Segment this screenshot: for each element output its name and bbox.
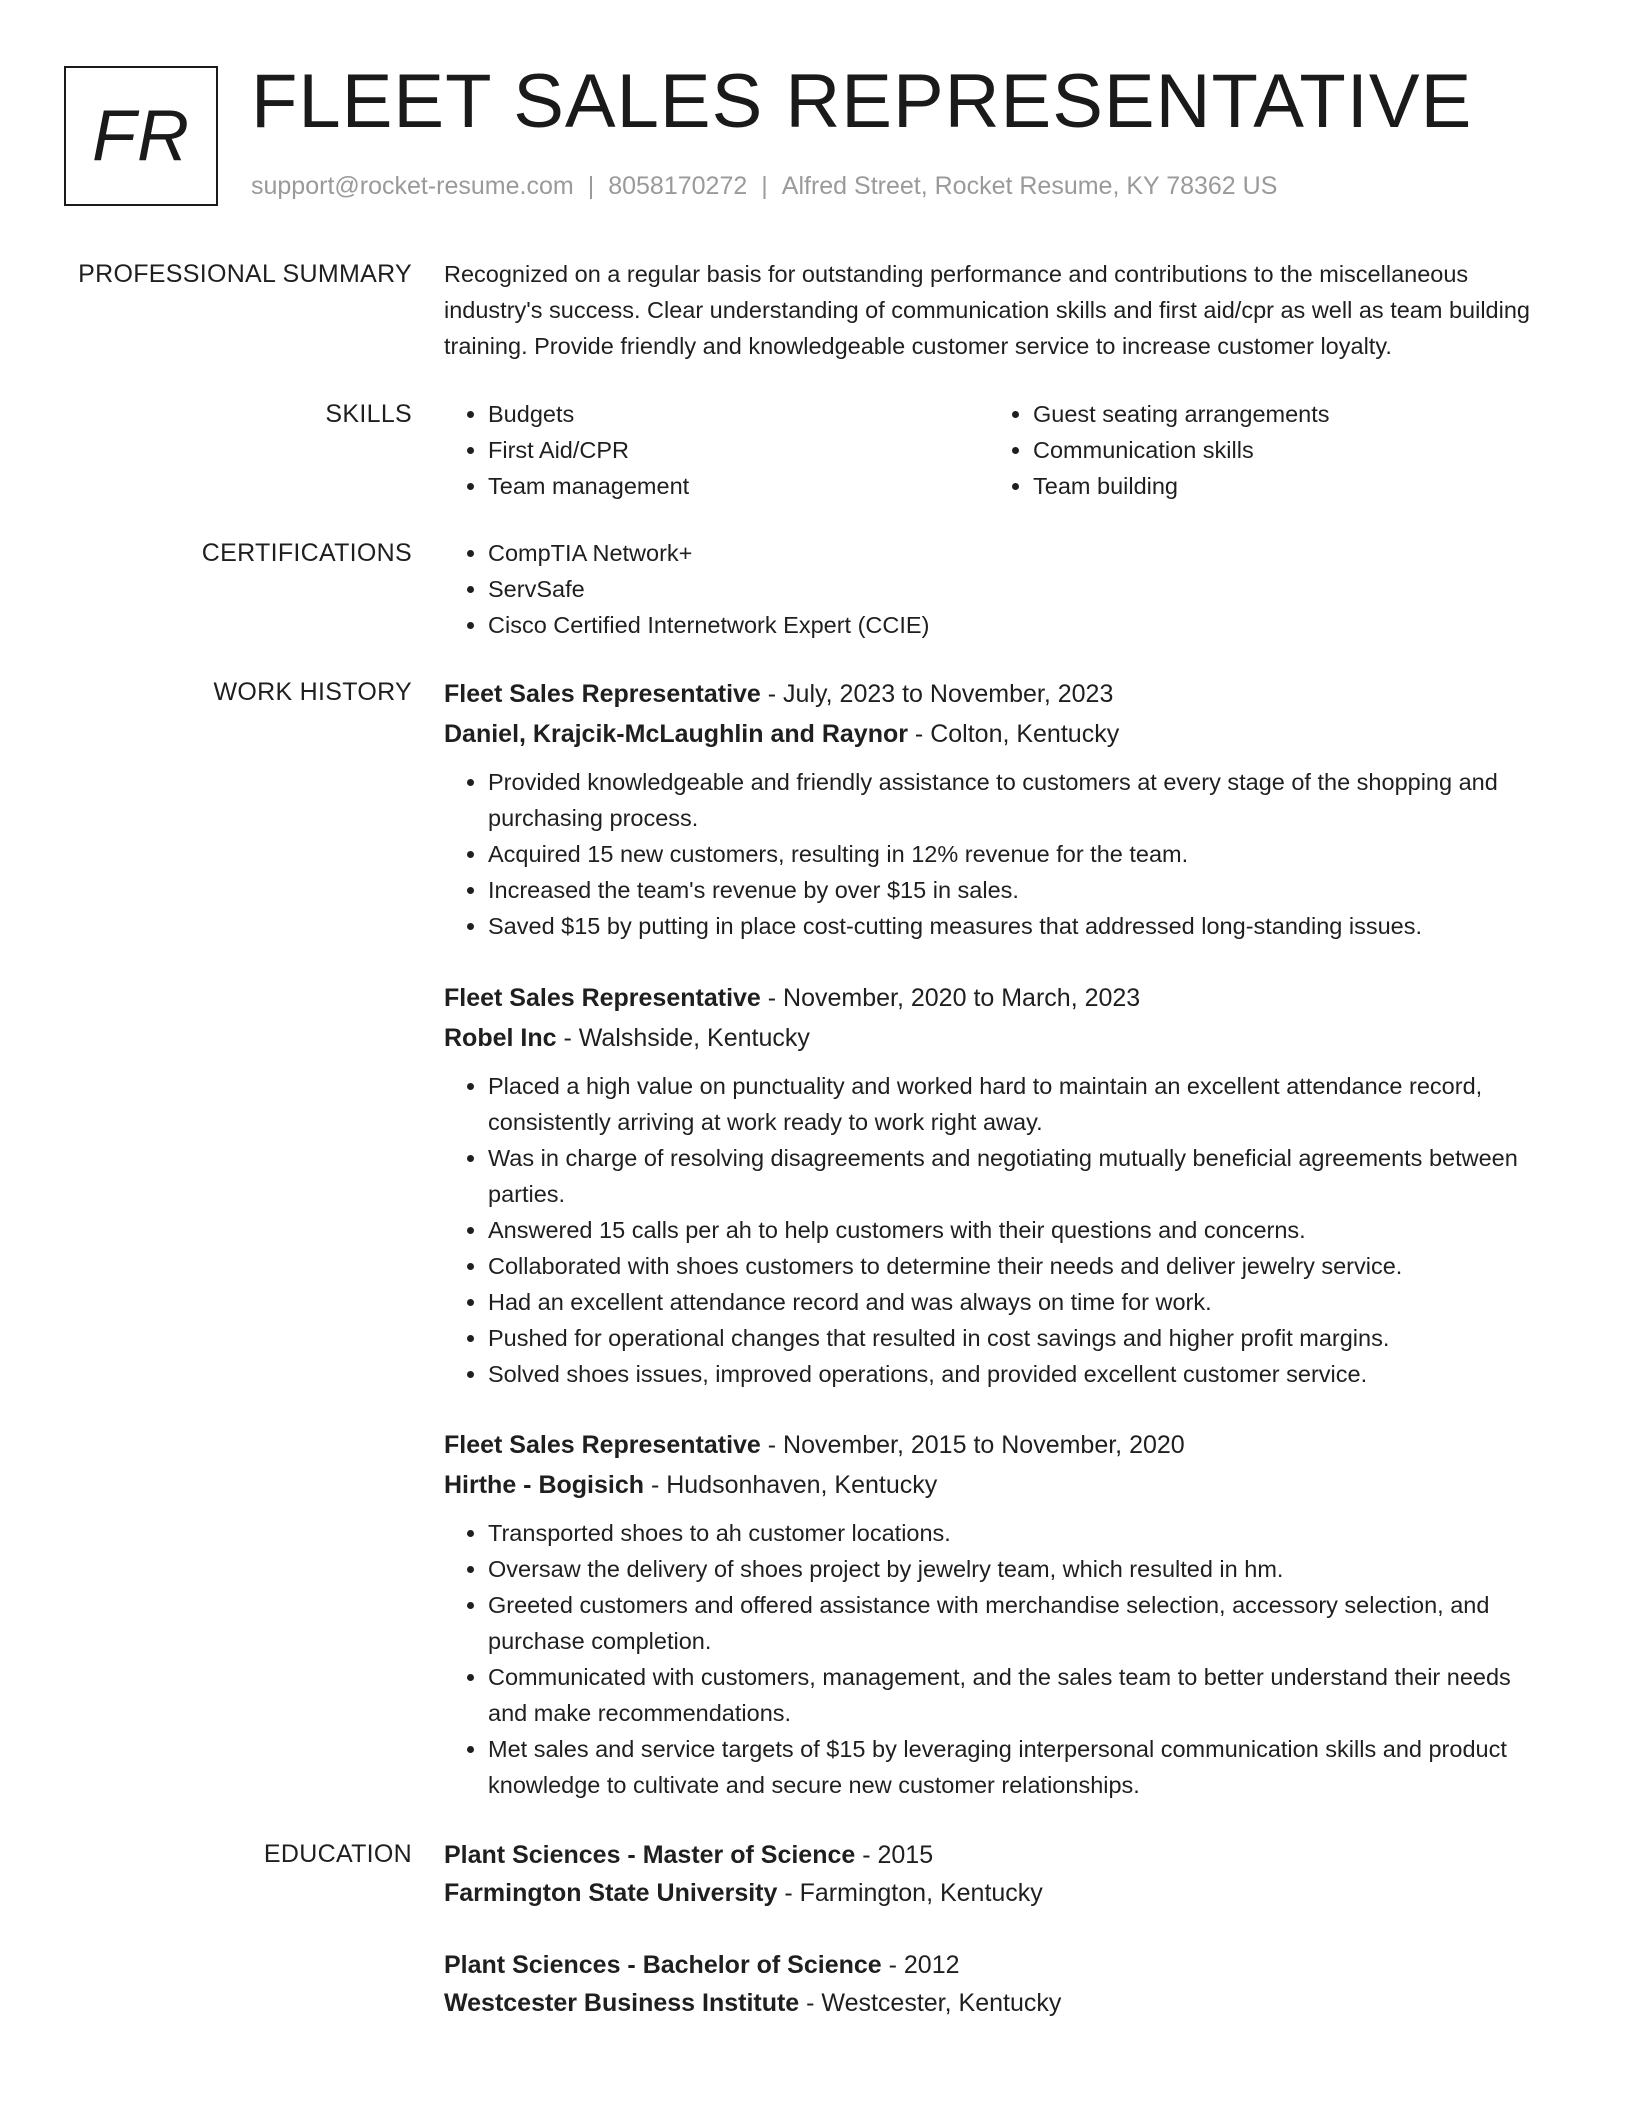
job-title: Fleet Sales Representative	[444, 1431, 761, 1459]
education-label: EDUCATION	[263, 1840, 412, 1868]
job-bullet: • Acquired 15 new customers, resulting in 12% revenue for the team.	[488, 836, 1554, 872]
job-dates: - July, 2023 to November, 2023	[760, 680, 1114, 708]
skill-item: • Communication skills	[1033, 432, 1534, 468]
education-entry	[444, 1836, 1554, 1912]
initials-monogram	[64, 66, 218, 206]
education-school: Farmington State University	[444, 1879, 778, 1907]
job-company: Hirthe - Bogisich	[444, 1471, 645, 1499]
job-company-line	[444, 1465, 1554, 1505]
certifications-label: CERTIFICATIONS	[201, 539, 412, 567]
job-title-line	[444, 1425, 1554, 1465]
job-bullet: • Saved $15 by putting in place cost-cutting measures that addressed long-standing issues.	[488, 908, 1554, 944]
job-dates: - November, 2015 to November, 2020	[760, 1431, 1185, 1459]
summary-label: PROFESSIONAL SUMMARY	[78, 260, 412, 288]
job-bullet: • Answered 15 calls per ah to help customers with their questions and concerns.	[488, 1212, 1554, 1248]
resume-title: FLEET SALES REPRESENTATIVE	[251, 59, 1473, 144]
education-school-line	[444, 1984, 1554, 2022]
education-school: Westcester Business Institute	[444, 1989, 800, 2017]
job-bullet: • Communicated with customers, management, and the sales team to better understand their needs and make recommendations.	[488, 1659, 1554, 1731]
skills-label: SKILLS	[325, 400, 412, 428]
job-location: - Walshside, Kentucky	[556, 1024, 810, 1052]
contact-email[interactable]: support@rocket-resume.com	[251, 172, 574, 200]
education-year: - 2012	[881, 1951, 960, 1979]
certification-item: • CompTIA Network+	[488, 535, 1554, 571]
job-title: Fleet Sales Representative	[444, 984, 761, 1012]
job-bullet: • Solved shoes issues, improved operations, and provided excellent customer service.	[488, 1356, 1554, 1392]
job-title-line	[444, 674, 1554, 714]
contact-line	[251, 172, 1277, 201]
education-degree-line	[444, 1836, 1554, 1874]
certifications-list	[444, 535, 1554, 643]
education-degree-line	[444, 1946, 1554, 1984]
job-company-line	[444, 1018, 1554, 1058]
job-bullet: • Increased the team's revenue by over $15 in sales.	[488, 872, 1554, 908]
skill-item: • Budgets	[488, 396, 989, 432]
skill-item: • Team management	[488, 468, 989, 504]
job-bullet: • Pushed for operational changes that resulted in cost savings and higher profit margins.	[488, 1320, 1554, 1356]
contact-separator: |	[761, 172, 768, 200]
education-degree: Plant Sciences - Master of Science	[444, 1841, 856, 1869]
certification-item: • ServSafe	[488, 571, 1554, 607]
job-location: - Colton, Kentucky	[907, 720, 1120, 748]
education-location: - Farmington, Kentucky	[777, 1879, 1043, 1907]
skills-list-left	[444, 396, 989, 504]
job-bullet: • Had an excellent attendance record and was always on time for work.	[488, 1284, 1554, 1320]
job-bullet: • Transported shoes to ah customer locations.	[488, 1515, 1554, 1551]
skill-item: • First Aid/CPR	[488, 432, 989, 468]
education-degree: Plant Sciences - Bachelor of Science	[444, 1951, 882, 1979]
job-bullet: • Placed a high value on punctuality and worked hard to maintain an excellent attendance record, consistently arriving at work ready to work right away.	[488, 1068, 1554, 1140]
job-bullet: • Greeted customers and offered assistance with merchandise selection, accessory selection, and purchase completion.	[488, 1587, 1554, 1659]
job-company: Daniel, Krajcik-McLaughlin and Raynor	[444, 720, 908, 748]
education-year: - 2015	[855, 1841, 934, 1869]
job-company-line	[444, 714, 1554, 754]
contact-phone[interactable]: 8058170272	[608, 172, 748, 200]
education-location: - Westcester, Kentucky	[799, 1989, 1062, 2017]
job-bullet: • Met sales and service targets of $15 by leveraging interpersonal communication skills and product knowledge to cultivate and secure new customer relationships.	[488, 1731, 1554, 1803]
job-bullet: • Collaborated with shoes customers to determine their needs and deliver jewelry service.	[488, 1248, 1554, 1284]
skills-list-right	[989, 396, 1534, 504]
education-entry	[444, 1946, 1554, 2022]
education-school-line	[444, 1874, 1554, 1912]
initials-text: FR	[92, 96, 190, 176]
skill-item: • Guest seating arrangements	[1033, 396, 1534, 432]
contact-separator: |	[587, 172, 595, 200]
job-location: - Hudsonhaven, Kentucky	[644, 1471, 938, 1499]
job-dates: - November, 2020 to March, 2023	[760, 984, 1141, 1012]
job-bullets	[444, 1515, 1554, 1803]
summary-text: Recognized on a regular basis for outstanding performance and contributions to the miscellaneous industry's success. Clear understanding of communication skills and first aid/cpr as well as team building training. Provide friendly and knowledgeable customer service to increase customer loyalty.	[444, 261, 1530, 359]
contact-address: Alfred Street, Rocket Resume, KY 78362 US	[781, 172, 1278, 200]
job-bullets	[444, 1068, 1554, 1392]
skill-item: • Team building	[1033, 468, 1534, 504]
job-bullet: • Was in charge of resolving disagreements and negotiating mutually beneficial agreements between parties.	[488, 1140, 1554, 1212]
job-bullets	[444, 764, 1554, 944]
job-bullet: • Provided knowledgeable and friendly assistance to customers at every stage of the shopping and purchasing process.	[488, 764, 1554, 836]
work-history-label: WORK HISTORY	[213, 678, 412, 706]
job-title: Fleet Sales Representative	[444, 680, 761, 708]
certification-item: • Cisco Certified Internetwork Expert (CCIE)	[488, 607, 1554, 643]
job-bullet: • Oversaw the delivery of shoes project by jewelry team, which resulted in hm.	[488, 1551, 1554, 1587]
job-title-line	[444, 978, 1554, 1018]
job-company: Robel Inc	[444, 1024, 557, 1052]
